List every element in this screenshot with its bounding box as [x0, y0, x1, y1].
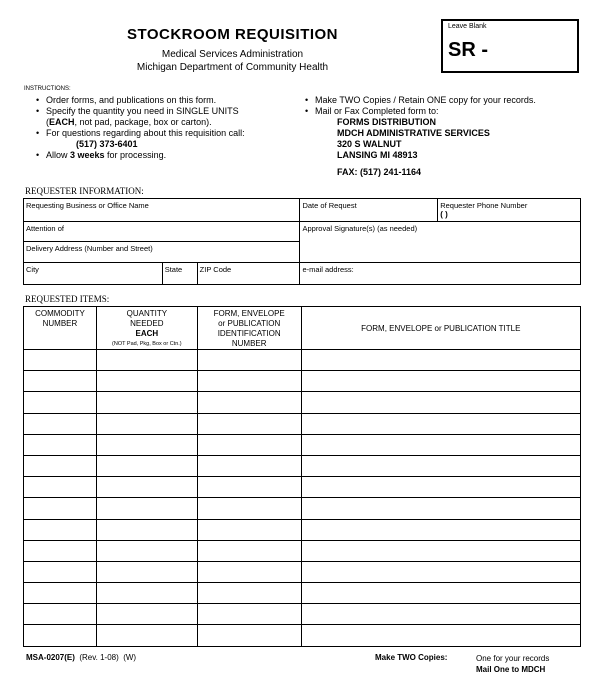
commodity-cell[interactable] [24, 350, 97, 371]
sr-prefix: SR - [448, 39, 488, 61]
form-id-cell[interactable] [197, 413, 301, 434]
item-row [24, 455, 581, 476]
title-cell[interactable] [301, 498, 580, 519]
quantity-cell[interactable] [96, 498, 197, 519]
instruction-item: • Mail or Fax Completed form to: [303, 106, 593, 117]
city-field[interactable]: City [24, 263, 163, 285]
form-number: MSA-0207(E) (Rev. 1-08) (W) [26, 653, 137, 662]
form-id-cell[interactable] [197, 625, 301, 646]
title-cell[interactable] [301, 604, 580, 625]
form-id-cell[interactable] [197, 604, 301, 625]
commodity-cell[interactable] [24, 477, 97, 498]
item-row [24, 561, 581, 582]
quantity-cell[interactable] [96, 434, 197, 455]
items-section-label: REQUESTED ITEMS: [25, 294, 110, 304]
title-cell[interactable] [301, 413, 580, 434]
commodity-cell[interactable] [24, 583, 97, 604]
item-row [24, 625, 581, 646]
items-table [23, 306, 581, 647]
copies-label: Make TWO Copies: [375, 653, 448, 662]
quantity-cell[interactable] [96, 413, 197, 434]
item-row [24, 413, 581, 434]
form-id-cell[interactable] [197, 583, 301, 604]
instructions-right-list [303, 95, 593, 117]
form-id-cell[interactable] [197, 392, 301, 413]
agency-line-1: Medical Services Administration [161, 49, 304, 60]
title-cell[interactable] [301, 350, 580, 371]
title-cell[interactable] [301, 434, 580, 455]
form-title: STOCKROOM REQUISITION [126, 26, 339, 43]
form-id-cell[interactable] [197, 519, 301, 540]
item-row [24, 434, 581, 455]
commodity-cell[interactable] [24, 604, 97, 625]
commodity-cell[interactable] [24, 625, 97, 646]
form-id-cell[interactable] [197, 498, 301, 519]
business-name-field[interactable]: Requesting Business or Office Name [24, 199, 300, 222]
instruction-item: • Order forms, and publications on this form. [34, 95, 294, 106]
item-row [24, 350, 581, 371]
form-id-cell[interactable] [197, 350, 301, 371]
requester-section-label: REQUESTER INFORMATION: [25, 186, 144, 196]
title-header: FORM, ENVELOPE or PUBLICATION TITLE [301, 307, 580, 350]
title-cell[interactable] [301, 540, 580, 561]
mailing-address: FORMS DISTRIBUTION MDCH ADMINISTRATIVE SERVICES 320 S WALNUT LANSING MI 48913 [337, 117, 490, 160]
form-id-cell[interactable] [197, 455, 301, 476]
state-field[interactable]: State [162, 263, 197, 285]
quantity-header: QUANTITY NEEDED EACH (NOT Pad, Pkg, Box or Ctn.) [96, 307, 197, 350]
quantity-cell[interactable] [96, 455, 197, 476]
item-row [24, 519, 581, 540]
quantity-cell[interactable] [96, 371, 197, 392]
item-row [24, 371, 581, 392]
copies-instructions: One for your records Mail One to MDCH [476, 654, 550, 674]
email-field[interactable]: e-mail address: [300, 263, 581, 285]
commodity-cell[interactable] [24, 519, 97, 540]
item-row [24, 392, 581, 413]
quantity-cell[interactable] [96, 540, 197, 561]
form-id-cell[interactable] [197, 561, 301, 582]
item-row [24, 477, 581, 498]
title-cell[interactable] [301, 583, 580, 604]
quantity-cell[interactable] [96, 561, 197, 582]
commodity-number-header: COMMODITY NUMBER [24, 307, 97, 350]
attention-of-field[interactable]: Attention of [24, 222, 300, 242]
title-cell[interactable] [301, 371, 580, 392]
form-id-header: FORM, ENVELOPE or PUBLICATION IDENTIFICATION NUMBER [197, 307, 301, 350]
quantity-cell[interactable] [96, 392, 197, 413]
title-cell[interactable] [301, 455, 580, 476]
commodity-cell[interactable] [24, 540, 97, 561]
commodity-cell[interactable] [24, 455, 97, 476]
item-row [24, 540, 581, 561]
item-row [24, 583, 581, 604]
instruction-item: • Specify the quantity you need in SINGLE UNITS (EACH, not pad, package, box or carton). [34, 106, 294, 128]
item-row [24, 604, 581, 625]
commodity-cell[interactable] [24, 561, 97, 582]
commodity-cell[interactable] [24, 392, 97, 413]
quantity-cell[interactable] [96, 625, 197, 646]
date-of-request-field[interactable]: Date of Request [300, 199, 438, 222]
instruction-item: • Make TWO Copies / Retain ONE copy for your records. [303, 95, 593, 106]
delivery-address-field[interactable]: Delivery Address (Number and Street) [24, 242, 300, 263]
approval-signature-field[interactable]: Approval Signature(s) (as needed) [300, 222, 581, 263]
title-cell[interactable] [301, 519, 580, 540]
title-cell[interactable] [301, 477, 580, 498]
quantity-cell[interactable] [96, 350, 197, 371]
items-header-row [24, 307, 581, 350]
commodity-cell[interactable] [24, 498, 97, 519]
commodity-cell[interactable] [24, 371, 97, 392]
quantity-cell[interactable] [96, 604, 197, 625]
form-id-cell[interactable] [197, 477, 301, 498]
instructions-heading: INSTRUCTIONS: [24, 86, 71, 92]
zip-field[interactable]: ZIP Code [197, 263, 300, 285]
quantity-cell[interactable] [96, 477, 197, 498]
title-cell[interactable] [301, 625, 580, 646]
fax-number: FAX: (517) 241-1164 [337, 167, 422, 177]
commodity-cell[interactable] [24, 413, 97, 434]
sr-number-box[interactable] [441, 19, 579, 73]
title-cell[interactable] [301, 561, 580, 582]
form-id-cell[interactable] [197, 371, 301, 392]
requester-table [23, 198, 581, 285]
commodity-cell[interactable] [24, 434, 97, 455]
instruction-item: • For questions regarding about this requisition call: (517) 373-6401 [34, 128, 294, 150]
item-row [24, 498, 581, 519]
quantity-cell[interactable] [96, 583, 197, 604]
leave-blank-label: Leave Blank [448, 23, 487, 30]
instruction-item: • Allow 3 weeks for processing. [34, 150, 294, 161]
title-cell[interactable] [301, 392, 580, 413]
help-phone: (517) 373-6401 [76, 139, 138, 149]
phone-field[interactable]: Requester Phone Number ( ) [438, 199, 581, 222]
instructions-left-list [34, 95, 294, 161]
quantity-cell[interactable] [96, 519, 197, 540]
form-id-cell[interactable] [197, 434, 301, 455]
form-id-cell[interactable] [197, 540, 301, 561]
agency-line-2: Michigan Department of Community Health [136, 62, 329, 73]
